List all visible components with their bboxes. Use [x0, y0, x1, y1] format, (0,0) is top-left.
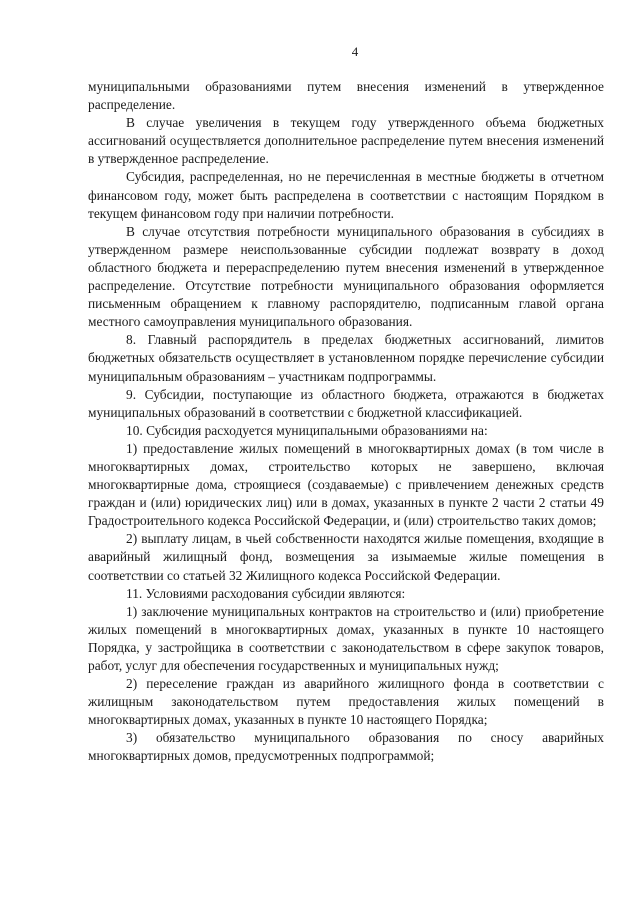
clause-11-item-3: 3) обязательство муниципального образования по сносу аварийных многоквартирных домов, предусмотренных подпрограммой; [88, 730, 604, 764]
clause-11: 11. Условиями расходования субсидии являются: [126, 585, 406, 601]
paragraph-continuation: муниципальными образованиями путем внесения изменений в утвержденное распределение. [88, 79, 604, 113]
paragraph: Субсидия, распределенная, но не перечисленная в местные бюджеты в отчетном финансовом году, может быть распределена в соответствии с настоящим Порядком в текущем финансовом году при наличии потребности. [88, 169, 604, 221]
clause-10: 10. Субсидия расходуется муниципальными образованиями на: [126, 422, 488, 438]
clause-10-item-1: 1) предоставление жилых помещений в многоквартирных домах (в том числе в многоквартирных домах, строительство которых не завершено, включая многоквартирные дома, строящиеся (создаваемые) с привлечением денежных средств граждан и (или) юридических лиц) или в домах, указанных в пункте 2 части 2 статьи 49 Градостроительного кодекса Российской Федерации, и (или) строительство таких домов; [88, 440, 604, 529]
clause-11-item-2: 2) переселение граждан из аварийного жилищного фонда в соответствии с жилищным законодательством путем предоставления жилых помещений в многоквартирных домах, указанных в пункте 10 настоящего Порядка; [88, 676, 604, 728]
paragraph: В случае увеличения в текущем году утвержденного объема бюджетных ассигнований осуществляется дополнительное распределение путем внесения изменений в утвержденное распределение. [88, 115, 604, 167]
clause-8: 8. Главный распорядитель в пределах бюджетных ассигнований, лимитов бюджетных обязательств осуществляет в установленном порядке перечисление субсидии муниципальным образованиям – участникам подпрограммы. [88, 332, 604, 384]
clause-11-item-1: 1) заключение муниципальных контрактов на строительство и (или) приобретение жилых помещений в многоквартирных домах, указанных в пункте 10 настоящего Порядка, у застройщика в соответствии с законодательством в сфере закупок товаров, работ, услуг для обеспечения государственных и муниципальных нужд; [88, 603, 604, 673]
document-body [88, 78, 604, 766]
page-number: 4 [351, 44, 359, 59]
clause-10-item-2: 2) выплату лицам, в чьей собственности находятся жилые помещения, входящие в аварийный жилищный фонд, возмещения за изымаемые жилые помещения в соответствии со статьей 32 Жилищного кодекса Российской Федерации. [88, 531, 604, 583]
clause-9: 9. Субсидии, поступающие из областного бюджета, отражаются в бюджетах муниципальных образований в соответствии с бюджетной классификацией. [88, 386, 604, 420]
paragraph: В случае отсутствия потребности муниципального образования в субсидиях в утвержденном размере неиспользованные субсидии подлежат возврату в доход областного бюджета и перераспределению путем внесения изменений в утвержденное распределение. Отсутствие потребности муниципального образования оформляется письменным обращением к главному распорядителю, подписанным главой органа местного самоуправления муниципального образования. [88, 223, 604, 330]
